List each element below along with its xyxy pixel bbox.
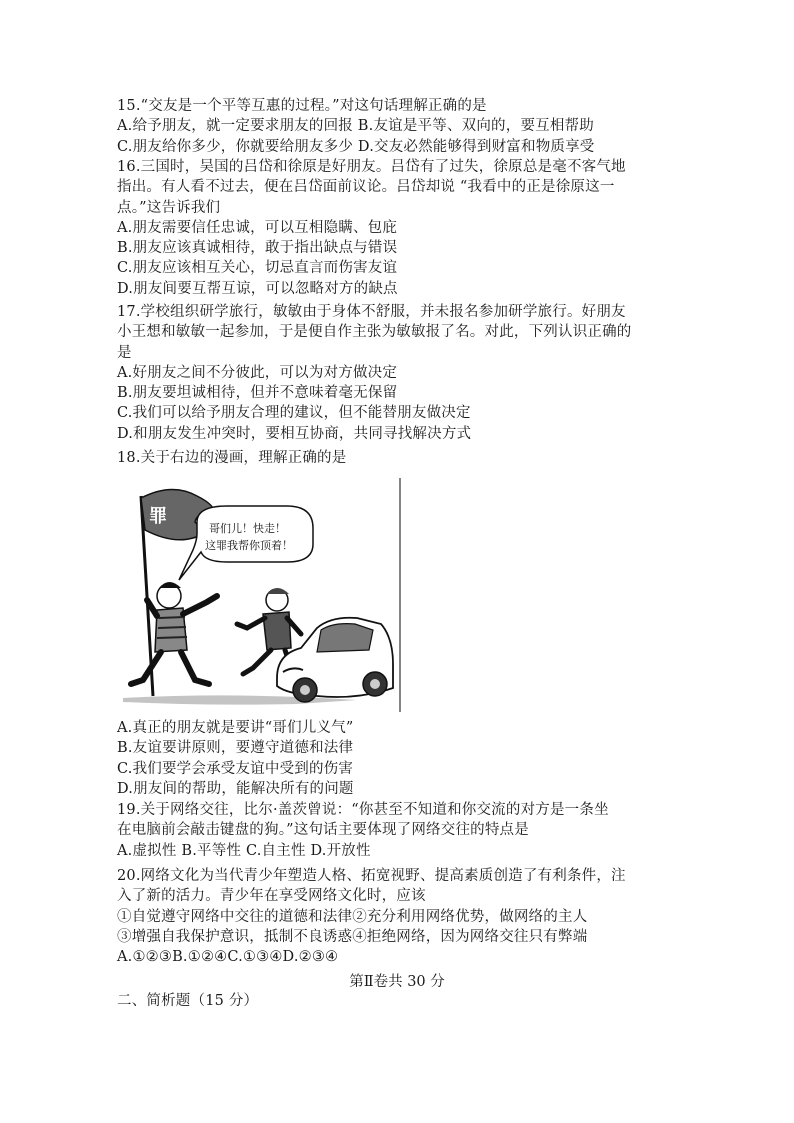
- question-18: [117, 448, 677, 468]
- question-20-items-line2: ③增强自我保护意识，抵制不良诱惑④拒绝网络，因为网络交往只有弊端: [117, 928, 588, 945]
- question-18-option-a: A.真正的朋友就是要讲“哥们儿义气”: [117, 720, 354, 736]
- car-icon: [277, 618, 393, 702]
- speech-line-1: 哥们儿！快走！: [209, 522, 286, 535]
- question-17-option-a: A.好朋友之间不分彼此，可以为对方做决定: [117, 364, 398, 381]
- question-17-stem-line3: 是: [117, 344, 132, 361]
- question-15: [117, 96, 677, 157]
- question-17-option-b: B.朋友要坦诚相待，但并不意味着毫无保留: [117, 385, 398, 402]
- question-15-options-ab: A.给予朋友，就一定要求朋友的回报 B.友谊是平等、双向的，要互相帮助: [117, 118, 594, 135]
- question-17-stem-line2: 小王想和敏敏一起参加，于是便自作主张为敏敏报了名。对此，下列认识正确的: [117, 324, 632, 341]
- cartoon-svg: [117, 478, 403, 714]
- question-15-options-cd: C.朋友给你多少，你就要给朋友多少 D.交友必然能够得到财富和物质享受: [117, 138, 595, 155]
- question-17: [117, 302, 677, 444]
- question-16-stem-line2: 指出。有人看不过去，便在吕岱面前议论。吕岱却说 “我看中的正是徐原这一: [117, 179, 615, 196]
- speech-line-2: 这罪我帮你顶着！: [205, 539, 293, 552]
- part-two-title: 第Ⅱ卷共 30 分: [349, 974, 445, 990]
- question-19-stem-line2: 在电脑前会敲击键盘的狗。”这句话主要体现了网络交往的特点是: [117, 822, 529, 839]
- question-20: [117, 866, 677, 967]
- man-with-flag-icon: [131, 582, 217, 684]
- question-16: [117, 157, 677, 299]
- question-18-option-c: C.我们要学会承受友谊中受到的伤害: [117, 760, 354, 777]
- question-19-options: A.虚拟性 B.平等性 C.自主性 D.开放性: [117, 842, 371, 859]
- question-16-stem-line1: 16.三国时，吴国的吕岱和徐原是好朋友。吕岱有了过失，徐原总是毫不客气地: [117, 159, 626, 175]
- question-16-option-d: D.朋友间要互帮互谅，可以忽略对方的缺点: [117, 280, 398, 297]
- question-19-stem-line1: 19.关于网络交往，比尔·盖茨曾说：“你甚至不知道和你交流的对方是一条坐: [117, 802, 609, 818]
- question-16-option-b: B.朋友应该真诚相待，敢于指出缺点与错误: [117, 240, 398, 257]
- question-16-option-c: C.朋友应该相互关心，切忌直言而伤害友谊: [117, 260, 398, 277]
- question-17-stem-line1: 17.学校组织研学旅行，敏敏由于身体不舒服，并未报名参加研学旅行。好朋友: [117, 304, 626, 320]
- section-heading: 二、简析题（15 分）: [117, 993, 259, 1009]
- question-19: [117, 800, 677, 861]
- question-18-option-b: B.友谊要讲原则，要遵守道德和法律: [117, 740, 354, 757]
- question-18-options: [117, 718, 677, 799]
- question-17-option-c: C.我们可以给予朋友合理的建议，但不能替朋友做决定: [117, 405, 471, 422]
- question-16-stem-line3: 点。”这告诉我们: [117, 199, 221, 216]
- cartoon-illustration: [117, 478, 403, 714]
- question-16-option-a: A.朋友需要信任忠诚，可以互相隐瞒、包庇: [117, 219, 398, 236]
- question-18-stem: 18.关于右边的漫画，理解正确的是: [117, 450, 347, 466]
- flag-text: 罪: [149, 506, 167, 527]
- question-20-options: A.①②③B.①②④C.①③④D.②③④: [117, 949, 339, 966]
- question-20-stem-line1: 20.网络文化为当代青少年塑造人格、拓宽视野、提高素质创造了有利条件，注: [117, 868, 626, 884]
- question-15-stem: 15.“交友是一个平等互惠的过程。”对这句话理解正确的是: [117, 98, 487, 114]
- question-20-stem-line2: 入了新的活力。青少年在享受网络文化时，应该: [117, 888, 426, 905]
- question-17-option-d: D.和朋友发生冲突时，要相互协商，共同寻找解决方式: [117, 425, 472, 442]
- question-18-option-d: D.朋友间的帮助，能解决所有的问题: [117, 780, 354, 797]
- question-20-items-line1: ①自觉遵守网络中交往的道德和法律②充分利用网络优势，做网络的主人: [117, 908, 588, 925]
